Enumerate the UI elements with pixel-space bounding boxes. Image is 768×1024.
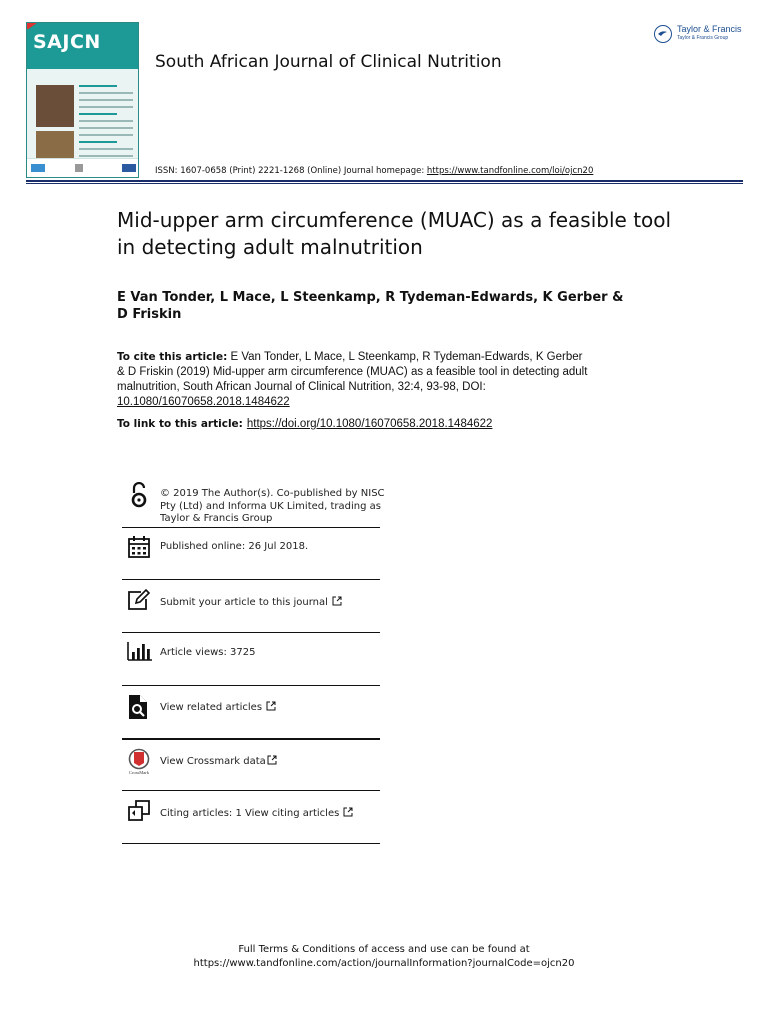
external-link-icon: [343, 807, 353, 822]
journal-title: South African Journal of Clinical Nutrition: [155, 52, 502, 72]
view-related-articles-link[interactable]: View related articles: [160, 702, 263, 713]
journal-cover: [26, 22, 139, 178]
external-link-icon: [267, 755, 277, 770]
search-document-icon: [127, 694, 151, 718]
footer: [0, 943, 768, 971]
footer-terms: Full Terms & Conditions of access and use can be found at: [238, 944, 530, 955]
divider: [122, 527, 380, 528]
issn-line: [155, 166, 593, 176]
divider: [122, 738, 380, 740]
header-rule: [26, 180, 743, 182]
article-doi-url[interactable]: https://doi.org/10.1080/16070658.2018.1484622: [246, 418, 493, 430]
publisher-name: Taylor & Francis: [677, 24, 742, 34]
divider: [122, 685, 380, 686]
citing-articles-link[interactable]: Citing articles: 1 View citing articles: [160, 808, 340, 819]
copyright-text: © 2019 The Author(s). Co-published by NISC Pty (Ltd) and Informa UK Limited, trading as Taylor & Francis Group: [160, 488, 385, 524]
footer-url[interactable]: https://www.tandfonline.com/action/journalInformation?journalCode=ojcn20: [193, 958, 575, 969]
calendar-icon: [127, 535, 151, 559]
citation: [117, 350, 592, 410]
divider: [122, 579, 380, 580]
journal-homepage-link[interactable]: https://www.tandfonline.com/loi/ojcn20: [426, 166, 594, 176]
views-row: [122, 638, 380, 678]
divider: [122, 843, 380, 844]
external-link-icon: [332, 596, 342, 611]
citation-text: E Van Tonder, L Mace, L Steenkamp, R Tydeman-Edwards, K Gerber & D Friskin (2019) Mid-upper arm circumference (MUAC) as a feasible tool in detecting adult malnutrition, South African Journal of Clinical Nutrition, 32:4, 93-98, DOI:: [117, 351, 588, 393]
submit-article-link[interactable]: Submit your article to this journal: [160, 597, 328, 608]
crossmark-icon-label: CrossMark: [129, 770, 149, 775]
citing-row[interactable]: [122, 798, 380, 838]
citation-doi-link[interactable]: 10.1080/16070658.2018.1484622: [117, 396, 290, 408]
view-crossmark-link[interactable]: View Crossmark data: [160, 756, 266, 767]
edit-icon: [127, 588, 151, 612]
external-link-icon: [266, 701, 276, 716]
published-text: Published online: 26 Jul 2018.: [160, 541, 309, 552]
views-text: Article views: 3725: [160, 647, 256, 658]
article-title: Mid-upper arm circumference (MUAC) as a feasible tool in detecting adult malnutrition: [117, 208, 672, 259]
published-row: [122, 533, 380, 573]
submit-row[interactable]: [122, 586, 380, 626]
divider: [122, 632, 380, 633]
citation-label: To cite this article:: [117, 351, 228, 363]
issn-text: ISSN: 1607-0658 (Print) 2221-1268 (Online) Journal homepage:: [155, 166, 427, 176]
publisher-logo-icon: [654, 25, 672, 43]
article-authors: E Van Tonder, L Mace, L Steenkamp, R Tydeman-Edwards, K Gerber & D Friskin: [117, 290, 624, 322]
related-row[interactable]: [122, 692, 380, 732]
header-rule-thin: [26, 183, 743, 184]
open-access-icon: [127, 482, 151, 506]
crossmark-row[interactable]: [122, 746, 380, 786]
article-link-label: To link to this article:: [117, 418, 243, 430]
publisher-sub: Taylor & Francis Group: [677, 35, 729, 41]
divider: [122, 790, 380, 791]
copyright-row: [122, 482, 385, 526]
citing-icon: [127, 799, 151, 823]
crossmark-icon: [127, 748, 151, 775]
bar-chart-icon: [127, 640, 151, 664]
article-link: [117, 418, 492, 430]
cover-logo: SAJCN: [33, 31, 101, 53]
